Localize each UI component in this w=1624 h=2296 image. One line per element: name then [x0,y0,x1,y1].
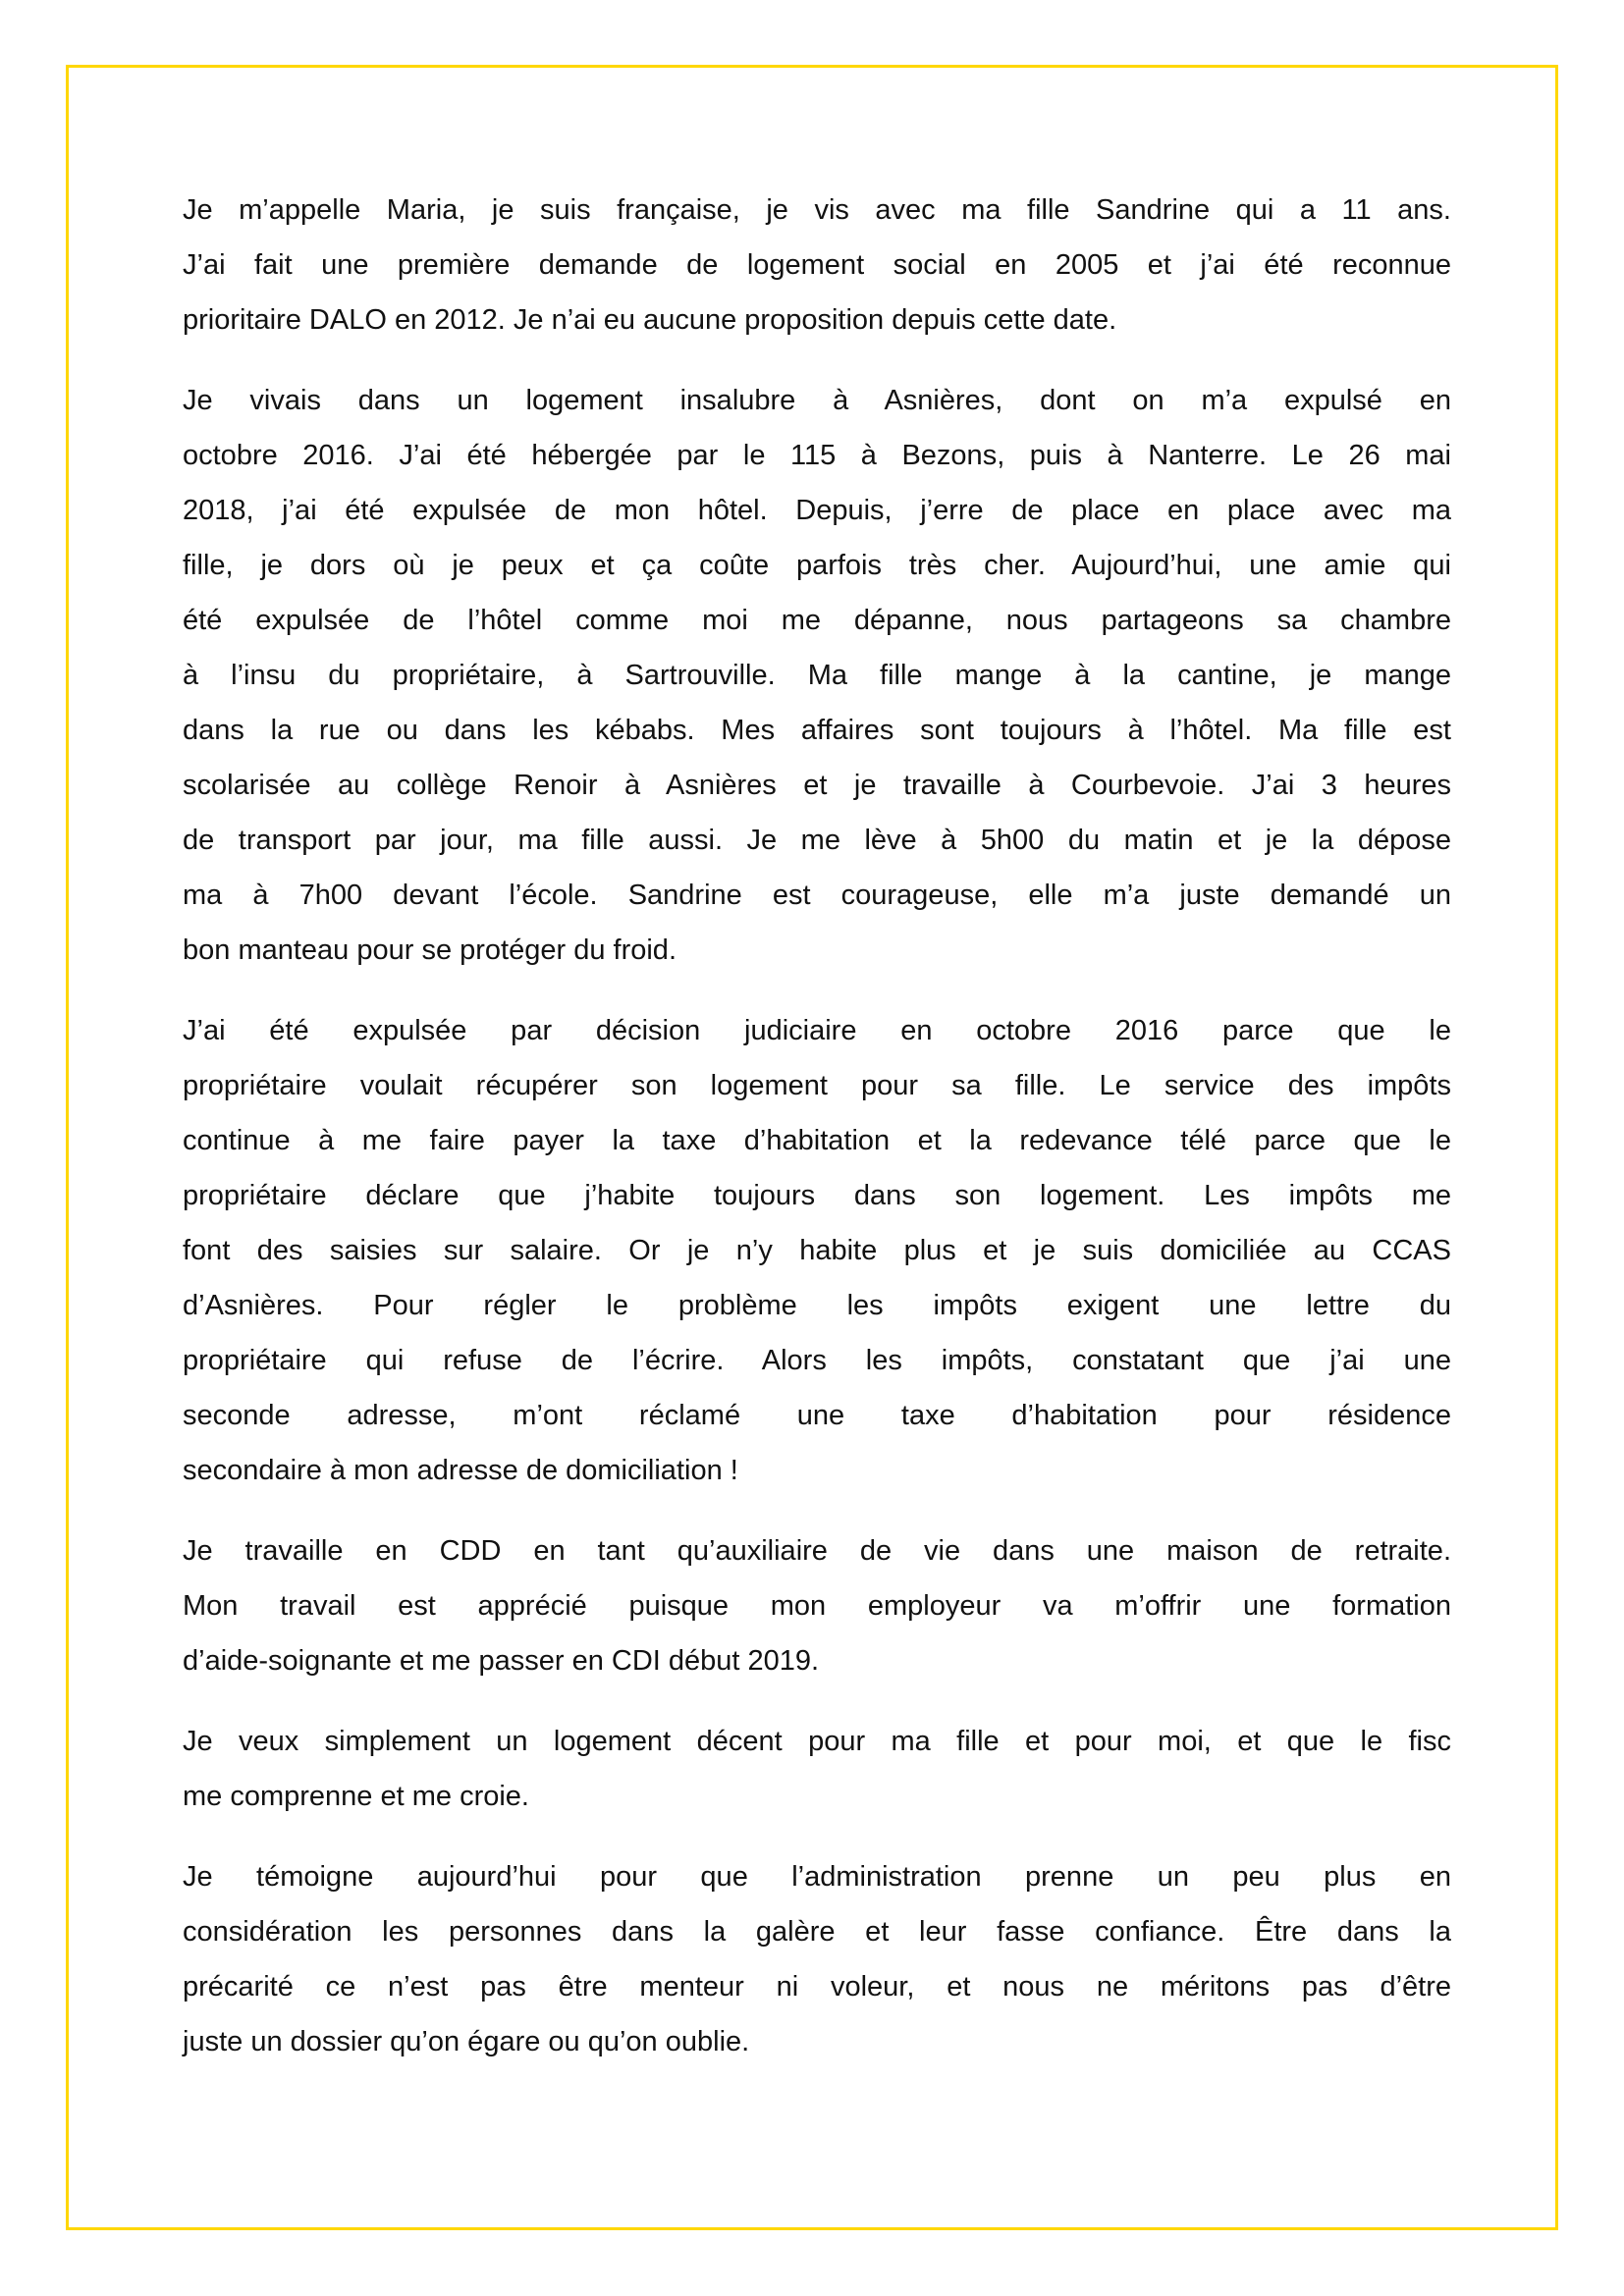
text-line: fille, je dors où je peux et ça coûte parfois très cher. Aujourd’hui, une amie qui [183,550,1451,581]
text-line: secondaire à mon adresse de domiciliation ! [183,1455,738,1486]
text-line: propriétaire voulait récupérer son logement pour sa fille. Le service des impôts [183,1070,1451,1101]
text-line: Je vivais dans un logement insalubre à Asnières, dont on m’a expulsé en [183,385,1451,416]
text-line: J’ai fait une première demande de logement social en 2005 et j’ai été reconnue [183,249,1451,281]
text-line: Je témoigne aujourd’hui pour que l’administration prenne un peu plus en [183,1861,1451,1893]
text-line: Je m’appelle Maria, je suis française, je vis avec ma fille Sandrine qui a 11 ans. [183,194,1451,226]
text-line: Je travaille en CDD en tant qu’auxiliaire de vie dans une maison de retraite. [183,1535,1451,1567]
text-line: J’ai été expulsée par décision judiciaire en octobre 2016 parce que le [183,1015,1451,1046]
document-body [183,183,1451,2095]
text-line: continue à me faire payer la taxe d’habitation et la redevance télé parce que le [183,1125,1451,1156]
paragraph [183,1714,1451,1824]
text-line: d’aide-soignante et me passer en CDI début 2019. [183,1645,820,1677]
text-line: de transport par jour, ma fille aussi. Je me lève à 5h00 du matin et je la dépose [183,825,1451,856]
paragraph [183,183,1451,347]
text-line: Mon travail est apprécié puisque mon employeur va m’offrir une formation [183,1590,1451,1622]
text-line: ma à 7h00 devant l’école. Sandrine est courageuse, elle m’a juste demandé un [183,880,1451,911]
text-line: juste un dossier qu’on égare ou qu’on oublie. [183,2026,750,2057]
text-line: propriétaire qui refuse de l’écrire. Alors les impôts, constatant que j’ai une [183,1345,1451,1376]
text-line: précarité ce n’est pas être menteur ni voleur, et nous ne méritons pas d’être [183,1971,1451,2002]
text-line: prioritaire DALO en 2012. Je n’ai eu aucune proposition depuis cette date. [183,304,1117,336]
paragraph [183,1849,1451,2069]
text-line: bon manteau pour se protéger du froid. [183,934,677,966]
paragraph [183,1003,1451,1498]
text-line: été expulsée de l’hôtel comme moi me dépanne, nous partageons sa chambre [183,605,1451,636]
text-line: octobre 2016. J’ai été hébergée par le 115 à Bezons, puis à Nanterre. Le 26 mai [183,440,1451,471]
text-line: dans la rue ou dans les kébabs. Mes affaires sont toujours à l’hôtel. Ma fille est [183,715,1451,746]
text-line: 2018, j’ai été expulsée de mon hôtel. Depuis, j’erre de place en place avec ma [183,495,1451,526]
text-line: propriétaire déclare que j’habite toujours dans son logement. Les impôts me [183,1180,1451,1211]
text-line: me comprenne et me croie. [183,1781,529,1812]
text-line: font des saisies sur salaire. Or je n’y habite plus et je suis domiciliée au CCAS [183,1235,1451,1266]
text-line: scolarisée au collège Renoir à Asnières et je travaille à Courbevoie. J’ai 3 heures [183,770,1451,801]
text-line: à l’insu du propriétaire, à Sartrouville. Ma fille mange à la cantine, je mange [183,660,1451,691]
text-line: considération les personnes dans la galère et leur fasse confiance. Être dans la [183,1916,1451,1948]
text-line: seconde adresse, m’ont réclamé une taxe d’habitation pour résidence [183,1400,1451,1431]
text-line: d’Asnières. Pour régler le problème les impôts exigent une lettre du [183,1290,1451,1321]
text-line: Je veux simplement un logement décent pour ma fille et pour moi, et que le fisc [183,1726,1451,1757]
paragraph [183,373,1451,978]
paragraph [183,1523,1451,1688]
